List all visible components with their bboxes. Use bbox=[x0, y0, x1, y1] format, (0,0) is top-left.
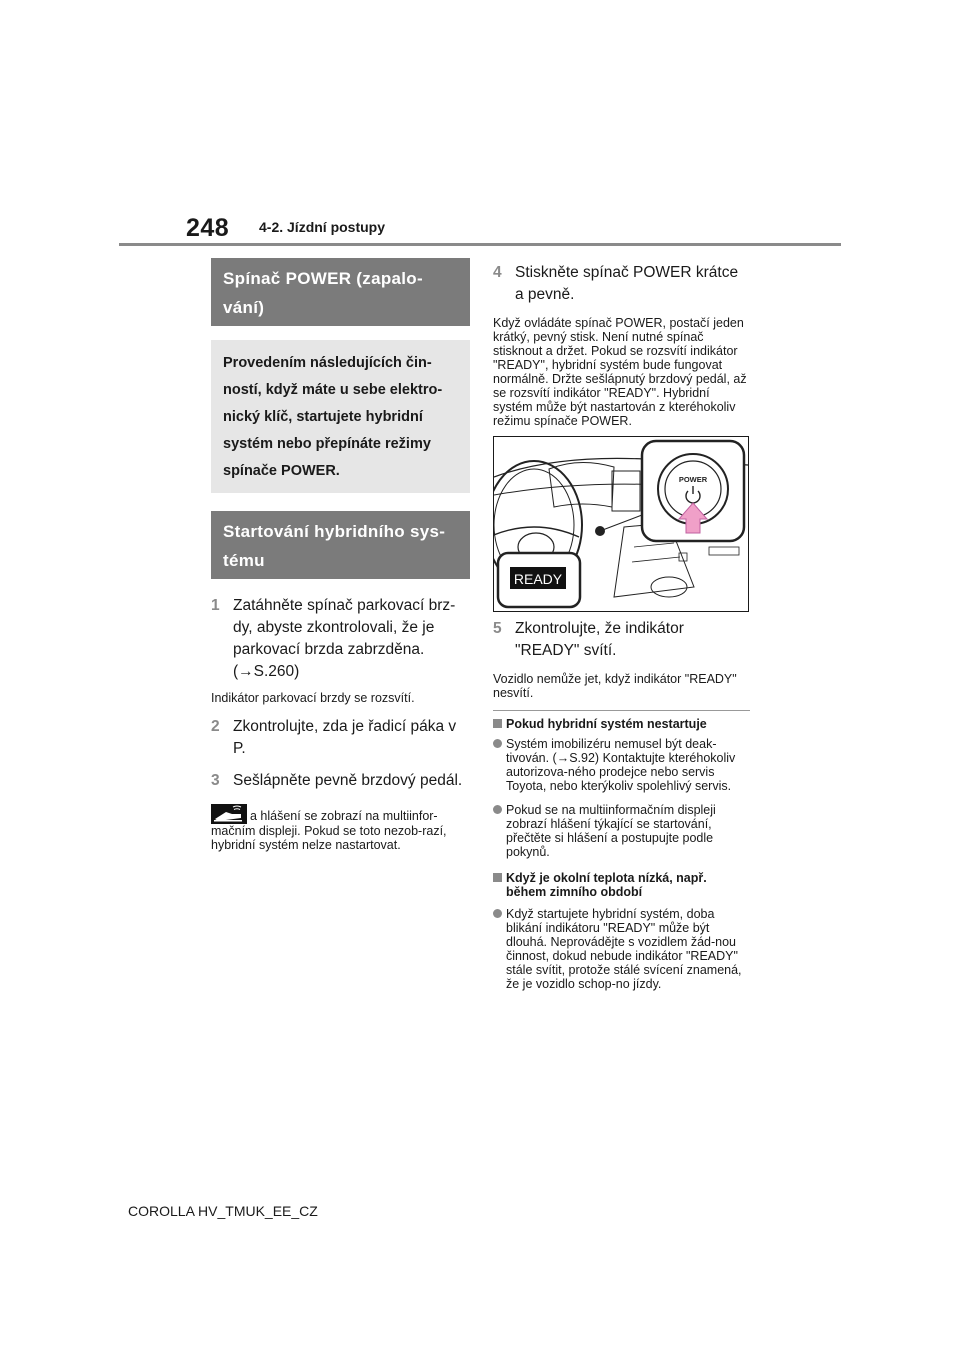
bullet-dot-icon bbox=[493, 909, 502, 918]
step-number: 5 bbox=[493, 620, 502, 637]
info-bullet bbox=[493, 737, 750, 793]
left-column bbox=[211, 258, 470, 852]
step-text: Zkontrolujte, že indikátor "READY" svítí. bbox=[515, 620, 684, 659]
step-5 bbox=[493, 618, 750, 662]
bullet-text: Pokud se na multiinformačním displeji zobrazí hlášení týkající se startování, přečtěte si hlášení a postupujte podle pokynů. bbox=[506, 803, 716, 859]
step-2 bbox=[211, 716, 470, 760]
step-text: Zkontrolujte, zda je řadicí páka v P. bbox=[233, 718, 457, 757]
page-number: 248 bbox=[186, 214, 230, 242]
step-3-note-text: a hlášení se zobrazí na multiinfor-mačním displeji. Pokud se toto nezob-razí, hybridní systém nelze nastartovat. bbox=[211, 809, 447, 852]
step-number: 1 bbox=[211, 597, 220, 614]
intro-box: Provedením následujících čin-ností, když máte u sebe elektro-nický klíč, startujete hybridní systém nebo přepínáte režimy spínače POWER. bbox=[211, 340, 470, 493]
square-bullet-icon bbox=[493, 719, 502, 728]
brake-pedal-icon bbox=[211, 804, 247, 824]
bullet-text: Systém imobilizéru nemusel být deak-tivován. (→S.92) Kontaktujte kteréhokoliv autorizova-ného prodejce nebo servis Toyota, nebo kterýkoliv spolehlivý servis. bbox=[506, 737, 736, 793]
step-number: 4 bbox=[493, 264, 502, 281]
power-switch-illustration bbox=[493, 436, 749, 612]
info-heading-cold-weather bbox=[493, 871, 750, 899]
step-text: Stiskněte spínač POWER krátce a pevně. bbox=[515, 264, 739, 303]
step-4-note: Když ovládáte spínač POWER, postačí jeden krátký, pevný stisk. Není nutné spínač stisknout a držet. Pokud se rozsvítí indikátor "READY", hybridní systém bude fungovat normálně. Držte sešlápnutý brzdový pedál, až se rozsvítí indikátor "READY". Hybridní systém může být nastartován z kteréhokoliv režimu spínače POWER. bbox=[493, 316, 747, 428]
power-button-label: POWER bbox=[678, 475, 708, 484]
section-title-starting: Startování hybridního sys-tému bbox=[211, 511, 470, 579]
bullet-dot-icon bbox=[493, 739, 502, 748]
step-1-note: Indikátor parkovací brzdy se rozsvítí. bbox=[211, 691, 415, 705]
step-3 bbox=[211, 770, 470, 792]
bullet-text: Když startujete hybridní systém, doba blikání indikátoru "READY" může být dlouhá. Neprovádějte s vozidlem žád-nou činnost, dokud nebude indikátor "READY" stále svítit, protože stálé svícení znamená, že je vozidlo schop-no jízdy. bbox=[506, 907, 742, 991]
ready-indicator-label: READY bbox=[513, 571, 563, 587]
step-3-note bbox=[211, 804, 470, 852]
step-4 bbox=[493, 262, 750, 306]
step-5-note: Vozidlo nemůže jet, když indikátor "READY" nesvítí. bbox=[493, 672, 737, 700]
right-column bbox=[493, 254, 750, 991]
footer-document-code: COROLLA HV_TMUK_EE_CZ bbox=[128, 1203, 318, 1219]
header-title: 4-2. Jízdní postupy bbox=[259, 219, 386, 235]
heading-text: Když je okolní teplota nízká, např. během zimního období bbox=[506, 871, 707, 899]
step-text: Sešlápněte pevně brzdový pedál. bbox=[233, 772, 463, 789]
bullet-dot-icon bbox=[493, 805, 502, 814]
info-bullet bbox=[493, 803, 750, 859]
info-bullet bbox=[493, 907, 750, 991]
info-heading-not-starting bbox=[493, 717, 750, 731]
square-bullet-icon bbox=[493, 873, 502, 882]
step-number: 3 bbox=[211, 772, 220, 789]
heading-text: Pokud hybridní systém nestartuje bbox=[506, 717, 707, 731]
step-number: 2 bbox=[211, 718, 220, 735]
section-title-power-switch: Spínač POWER (zapalo-vání) bbox=[211, 258, 470, 326]
divider bbox=[493, 710, 750, 711]
step-text: Zatáhněte spínač parkovací brz-dy, abyste zkontrolovali, že je parkovací brzda zabrzděna. (→S.260) bbox=[233, 597, 456, 680]
step-1 bbox=[211, 595, 470, 683]
header-rule bbox=[119, 243, 841, 246]
